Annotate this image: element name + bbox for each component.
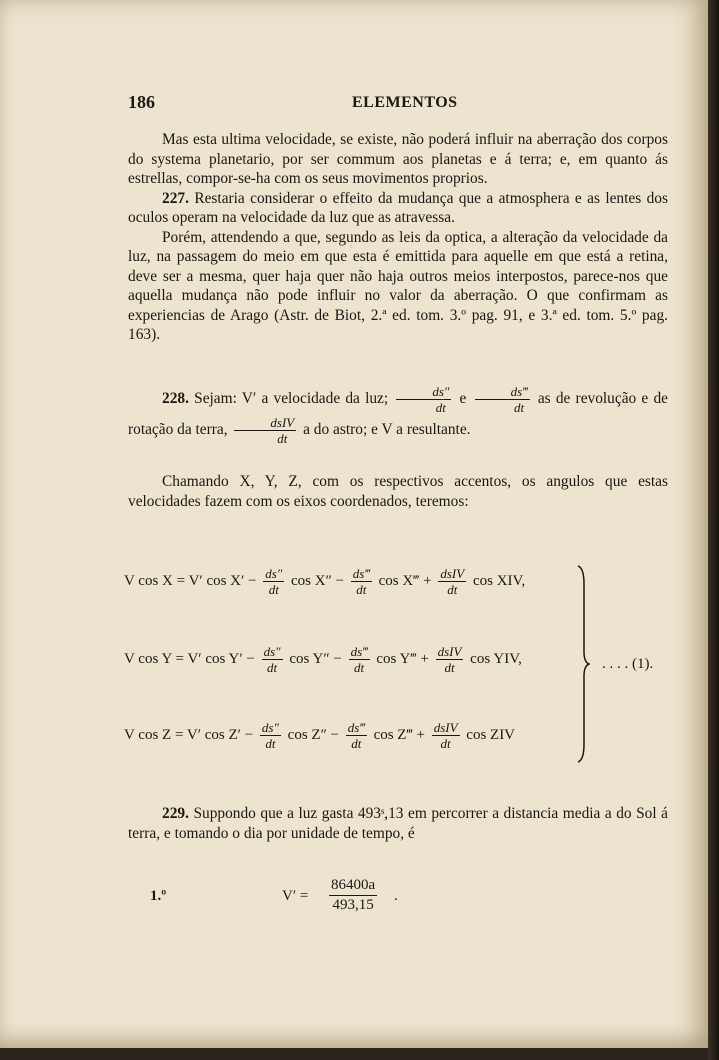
section-number-228: 228. [162, 390, 189, 408]
equation-system [124, 560, 684, 776]
running-head [0, 92, 708, 116]
paragraph-angles [128, 472, 668, 511]
equation-x: V cos X = V′ cos X′ − $\frac{ds''}{dt}$ cos X″ − $\frac{ds‴}{dt}$ cos X‴ + $\frac{\text{dsIV}}{dt}$ cos XIV, [124, 566, 526, 597]
equation-y: V cos Y = V′ cos Y′ − $\frac{ds''}{dt}$ cos Y″ − $\frac{ds‴}{dt}$ cos Y‴ + $\frac{\text{dsIV}}{dt}$ cos YIV, [124, 644, 522, 675]
page-number: 186 [128, 92, 155, 112]
paragraph-229 [128, 804, 668, 843]
paragraph-228 [128, 384, 668, 446]
paragraph-228-d: a do astro; e V a resultante. [303, 421, 471, 439]
final-equation-lhs: V′ = [282, 888, 309, 904]
final-equation-end: . [394, 888, 398, 904]
final-equation-label: 1.º [150, 888, 167, 904]
paragraph-228-c: as de revolução e de rotação da terra, [128, 390, 668, 439]
final-equation-fraction: $\frac{86400a}{493,15}$ [331, 877, 376, 913]
paragraph-optics: Porém, attendendo a que, segundo as leis da optica, a alteração da velocidade da luz, na passagem do meio em que esta é emittida para aquelle em que está a retina, deve ser a mesma, quer haja quer não haja outros meios interpostos, parece-nos que aquella mudança não pode influir no valor da aberração. O que confirmam as experiencias de Arago (Astr. de Biot, 2.ª ed. tom. 3.º pag. 91, e 3.ª ed. tom. 5.º pag. 163). [128, 228, 668, 343]
paragraph-velocity: Mas esta ultima velocidade, se existe, não poderá influir na aberração dos corpos do systema planetario, por ser commum aos planetas e á terra; e, em quanto ás estrellas, compor-se-ha com os seus movimentos proprios. [128, 131, 668, 187]
paragraph-227-text: Restaria considerar o effeito da mudança que a atmosphera e as lentes dos oculos operam na velocidade da luz que as atravessa. [128, 189, 668, 226]
fraction-ds2-dt: $\frac{ds''}{dt}$ [396, 384, 451, 415]
page-edge [708, 0, 719, 1060]
paragraph-angles-text: Chamando X, Y, Z, com os respectivos accentos, os angulos que estas velocidades fazem com os eixos coordenados, teremos: [128, 473, 668, 510]
equation-z: V cos Z = V′ cos Z′ − $\frac{ds''}{dt}$ cos Z″ − $\frac{ds‴}{dt}$ cos Z‴ + $\frac{\text{dsIV}}{dt}$ cos ZIV [124, 720, 516, 751]
paragraph-228-b: e [459, 390, 467, 408]
fraction-ds3-dt: $\frac{ds‴}{dt}$ [475, 384, 530, 415]
fraction-dsiv-dt: $\frac{\text{dsIV}}{dt}$ [234, 415, 296, 446]
final-equation [150, 876, 450, 936]
right-brace [576, 564, 590, 764]
section-number-229: 229. [162, 805, 189, 822]
paragraph-228-a: Sejam: V′ a velocidade da luz; [194, 390, 389, 408]
paragraph-227 [128, 189, 668, 228]
body-text-upper [128, 130, 668, 345]
running-title: ELEMENTOS [352, 94, 458, 111]
equation-number: . . . . (1). [602, 656, 654, 672]
paragraph-229-text: Suppondo que a luz gasta 493ˢ,13 em percorrer a distancia media a do Sol á terra, e tomando o dia por unidade de tempo, é [128, 805, 668, 842]
section-number-227: 227. [162, 189, 189, 207]
